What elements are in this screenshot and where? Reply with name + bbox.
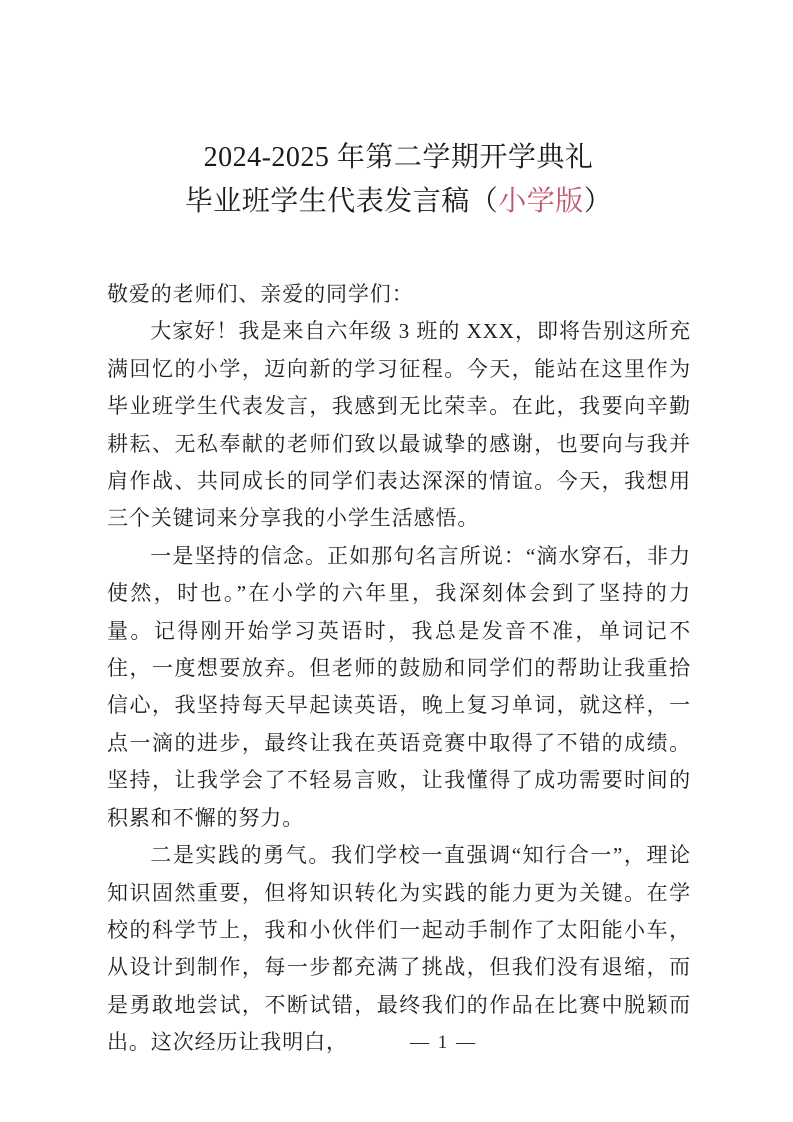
page-number: — 1 — bbox=[410, 1032, 477, 1053]
title-line-2 bbox=[107, 180, 690, 224]
title-paren-close: ） bbox=[583, 186, 613, 217]
paragraph-keyword-persistence: 一是坚持的信念。正如那句名言所说：“滴水穿石，非力使然，时也。”在小学的六年里，我深刻体会到了坚持的力量。记得刚开始学习英语时，我总是发音不准，单词记不住，一度想要放弃。但老师的鼓励和同学们的帮助让我重拾信心，我坚持每天早起读英语，晚上复习单词，就这样，一点一滴的进步，最终让我在英语竞赛中取得了不错的成绩。坚持，让我学会了不轻易言败，让我懂得了成功需要时间的积累和不懈的努力。 bbox=[107, 543, 691, 830]
title-line-2-main: 毕业班学生代表发言稿 bbox=[184, 186, 470, 217]
paragraph-salutation: 敬爱的老师们、亲爱的同学们： bbox=[107, 282, 414, 306]
paragraph-keyword-practice: 二是实践的勇气。我们学校一直强调“知行合一”，理论知识固然重要，但将知识转化为实践的能力更为关键。在学校的科学节上，我和小伙伴们一起动手制作了太阳能小车，从设计到制作，每一步都充满了挑战，但我们没有退缩，而是勇敢地尝试，不断试错，最终我们的作品在比赛中脱颖而出。这次经历让我明白， bbox=[107, 843, 691, 1055]
paragraph-opening: 大家好！我是来自六年级 3 班的 XXX，即将告别这所充满回忆的小学，迈向新的学习征程。今天，能站在这里作为毕业班学生代表发言，我感到无比荣幸。在此，我要向辛勤耕耘、无私奉献的老师们致以最诚挚的感谢，也要向与我并肩作战、共同成长的同学们表达深深的情谊。今天，我想用三个关键词来分享我的小学生活感悟。 bbox=[107, 319, 691, 531]
title-line-1: 2024-2025 年第二学期开学典礼 bbox=[203, 142, 594, 173]
title-paren-open: （ bbox=[469, 186, 499, 217]
page-footer bbox=[0, 1032, 793, 1054]
document-title bbox=[107, 136, 690, 224]
document-body bbox=[107, 276, 691, 1062]
title-edition-label: 小学版 bbox=[498, 186, 584, 217]
